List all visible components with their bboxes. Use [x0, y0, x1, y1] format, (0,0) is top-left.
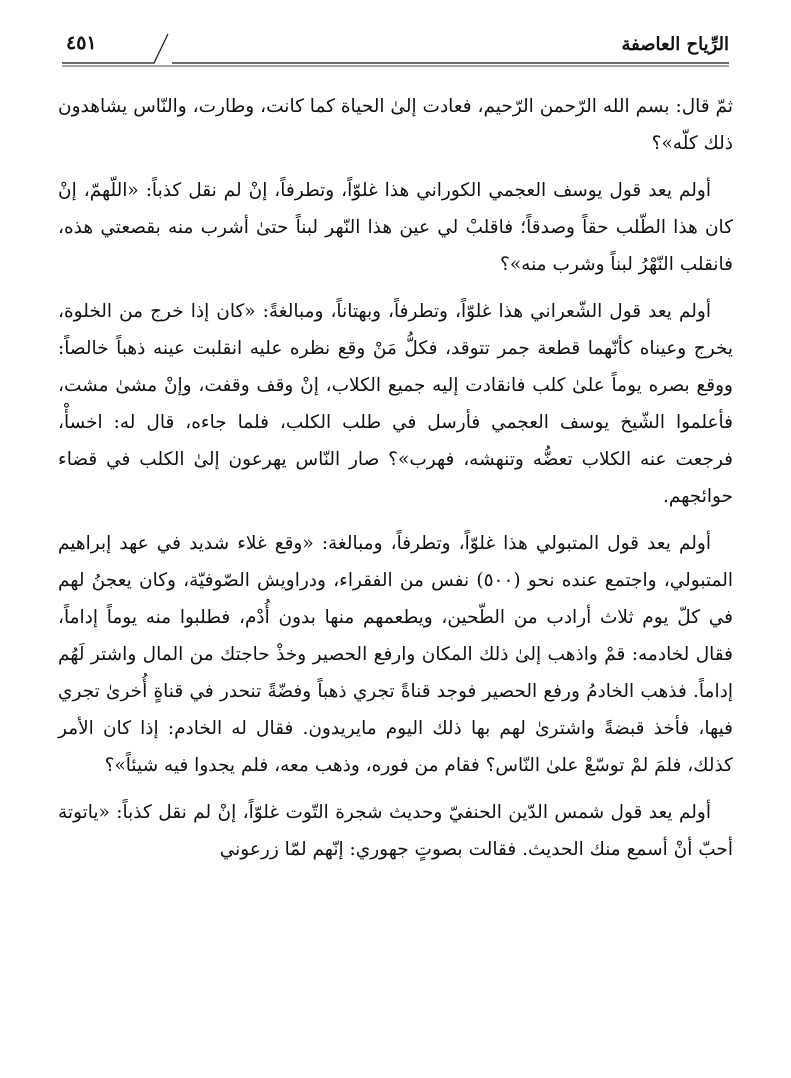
- page-number: ٤٥١: [66, 32, 97, 54]
- running-head-title: الرِّياح العاصفة: [621, 34, 729, 55]
- page-header: [62, 28, 729, 68]
- paragraph-1: ثمّ قال: بسم الله الرّحمن الرّحيم، فعادت إلىٰ الحياة كما كانت، وطارت، والنّاس يشاهدون ذلك كلّه»؟: [58, 96, 733, 154]
- paragraph-3: أولم يعد قول الشّعراني هذا غلوّاً، وتطرفاً، وبهتاناً، ومبالغةً: «كان إذا خرج من الخلوة، يخرج وعيناه كأنّهما قطعة جمر تتوقد، فكلُّ مَنْ وقع نظره عليه انقلبت عينه ذهباً خالصاً: ووقع بصره يوماً علىٰ كلب فانقادت إليه جميع الكلاب، إنْ وقف وقفت، وإنْ مشىٰ مشت، فأعلموا الشّيخ يوسف العجمي فأرسل في طلب الكلب، فلما جاءه، قال له: اخسأْ، فرجعت عنه الكلاب تعضُّه وتنهشه، فهرب»؟ صار النّاس يهرعون إلىٰ الكلب في قضاء حوائجهم.: [58, 301, 733, 507]
- paragraph-2: أولم يعد قول يوسف العجمي الكوراني هذا غلوّاً، وتطرفاً، إنْ لم نقل كذباً: «اللّهمّ، إنْ كان هذا الطّلب حقاً وصدقاً؛ فاقلبْ لي عين هذا النّهر لبناً حتىٰ أشرب منه بقصعتي هذه، فانقلب النّهْرُ لبناً وشرب منه»؟: [58, 180, 733, 275]
- paragraph-4: أولم يعد قول المتبولي هذا غلوّاً، وتطرفاً، ومبالغة: «وقع غلاء شديد في عهد إبراهيم المتبولي، واجتمع عنده نحو (٥٠٠) نفس من الفقراء، ودراويش الصّوفيّة، وكان يعجنُ لهم في كلّ يوم ثلاث أرادب من الطّحين، ويطعمهم منها بدون أُدْم، فطلبوا منه يوماً إداماً، فقال لخادمه: قمْ واذهب إلىٰ ذلك المكان وارفع الحصير وخذْ حاجتك من المال واشتر لَهُم إداماً. فذهب الخادمُ ورفع الحصير فوجد قناةً تجري ذهباً وفضّةً تنحدر في قناةٍ أُخرىٰ تجري فيها، فأخذ قبضةً واشترىٰ لهم بها ذلك اليوم مايريدون. فقال له الخادم: إذا كان الأمر كذلك، فلمَ لمْ توسّعْ علىٰ النّاس؟ فقام من فوره، وذهب معه، فلم يجدوا فيه شيئاً»؟: [58, 533, 733, 776]
- paragraph-5: أولم يعد قول شمس الدّين الحنفيّ وحديث شجرة التّوت غلوّاً، إنْ لم نقل كذباً: «ياتوتة أحبّ أنْ أسمع منك الحديث. فقالت بصوتٍ جهوري: إنّهم لمّا زرعوني: [58, 802, 733, 860]
- page-body: [58, 88, 733, 878]
